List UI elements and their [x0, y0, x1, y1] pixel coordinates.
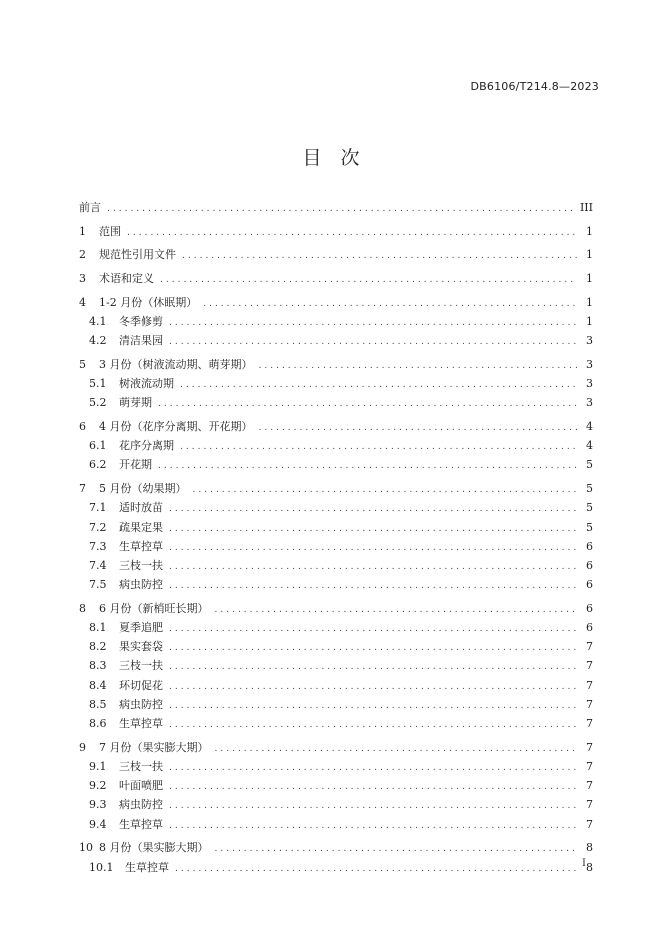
toc-page-number: 7 [586, 640, 593, 654]
toc-subentry [79, 394, 593, 413]
toc-page-number: 7 [586, 697, 593, 711]
toc-number: 6.1 [89, 439, 107, 453]
toc-number: 7.2 [89, 520, 107, 534]
toc-title: 4 月份（花序分离期、开花期） [99, 420, 253, 434]
toc-title: 8 月份（果实膨大期） [99, 841, 209, 855]
toc-entry [79, 223, 593, 242]
toc-leader-dots [169, 334, 577, 351]
toc-leader-dots [180, 439, 577, 456]
toc-number: 3 [79, 272, 86, 286]
toc-leader-dots [127, 225, 577, 242]
toc-page-number: 7 [586, 717, 593, 731]
toc-title: 树液流动期 [119, 377, 174, 391]
toc-entry [79, 480, 593, 499]
toc-title: 果实套袋 [119, 640, 163, 654]
toc-leader-dots [107, 201, 574, 218]
toc-page-number: 7 [586, 779, 593, 793]
toc-title: 清洁果园 [119, 334, 163, 348]
toc-subentry [79, 859, 593, 878]
toc-subentry [79, 456, 593, 475]
toc-leader-dots [215, 841, 578, 858]
toc-page-number: 1 [586, 248, 593, 262]
toc-leader-dots [158, 458, 577, 475]
toc-title: 病虫防控 [119, 697, 163, 711]
toc-title: 生草控草 [119, 717, 163, 731]
toc-page-number: 5 [586, 520, 593, 534]
toc-title: 三枝一扶 [119, 759, 163, 773]
toc-page-number: 7 [586, 740, 593, 754]
toc-subentry [79, 538, 593, 557]
toc-title: 生草控草 [119, 817, 163, 831]
toc-subentry [79, 437, 593, 456]
toc-leader-dots [182, 248, 577, 265]
toc-subentry [79, 375, 593, 394]
toc-page-number: 3 [586, 377, 593, 391]
toc-page-number: 7 [586, 678, 593, 692]
toc-title: 6 月份（新梢旺长期） [99, 601, 209, 615]
toc-entry [79, 418, 593, 437]
toc-page-number: 5 [586, 458, 593, 472]
toc-number: 6.2 [89, 458, 107, 472]
toc-subentry [79, 619, 593, 638]
toc-number: 7 [79, 482, 86, 496]
toc-entry [79, 356, 593, 375]
toc-leader-dots [169, 760, 577, 777]
toc-number: 4.2 [89, 334, 107, 348]
toc-leader-dots [169, 818, 577, 835]
toc-entry [79, 739, 593, 758]
toc-number: 7.5 [89, 578, 107, 592]
toc-entry [79, 199, 593, 218]
toc-subentry [79, 499, 593, 518]
toc-number: 10.1 [89, 860, 114, 874]
toc-number: 1 [79, 224, 86, 238]
toc-leader-dots [193, 482, 578, 499]
toc-title: 5 月份（幼果期） [99, 482, 187, 496]
toc-leader-dots [169, 501, 577, 518]
toc-number: 9 [79, 740, 86, 754]
toc-subentry [79, 313, 593, 332]
toc-page-number: 3 [586, 357, 593, 371]
toc-title: 范围 [99, 224, 121, 238]
toc-leader-dots [169, 315, 577, 332]
toc-title: 冬季修剪 [119, 315, 163, 329]
toc-page-number: 1 [586, 295, 593, 309]
toc-page-number: 4 [586, 439, 593, 453]
toc-page-number: 5 [586, 501, 593, 515]
document-code: DB6106/T214.8—2023 [470, 80, 599, 93]
toc-entry [79, 839, 593, 858]
toc-title: 生草控草 [119, 539, 163, 553]
toc-page-number: 4 [586, 420, 593, 434]
toc-leader-dots [169, 698, 577, 715]
toc-number: 8.4 [89, 678, 107, 692]
toc-subentry [79, 576, 593, 595]
toc-leader-dots [169, 798, 577, 815]
toc-subentry [79, 332, 593, 351]
toc-leader-dots [169, 717, 577, 734]
toc-leader-dots [169, 659, 577, 676]
page-title: 目 次 [302, 147, 360, 169]
toc-page-number: 7 [586, 659, 593, 673]
toc-subentry [79, 519, 593, 538]
toc-leader-dots [169, 679, 577, 696]
toc-title: 1-2 月份（休眠期） [99, 295, 198, 309]
toc-number: 9.2 [89, 779, 107, 793]
toc-title: 三枝一扶 [119, 558, 163, 572]
toc-subentry [79, 796, 593, 815]
toc-page-number: 7 [586, 798, 593, 812]
toc-entry [79, 270, 593, 289]
toc-page-number: 6 [586, 578, 593, 592]
toc-page-number: 7 [586, 759, 593, 773]
toc-leader-dots [175, 861, 577, 878]
toc-title: 病虫防控 [119, 578, 163, 592]
table-of-contents [79, 199, 593, 878]
toc-page-number: III [579, 201, 593, 214]
toc-subentry [79, 816, 593, 835]
toc-page-number: 1 [586, 224, 593, 238]
toc-title: 生草控草 [125, 860, 169, 874]
toc-leader-dots [169, 640, 577, 657]
toc-leader-dots [203, 296, 577, 313]
toc-number: 6 [79, 420, 86, 434]
toc-subentry [79, 657, 593, 676]
toc-leader-dots [215, 602, 578, 619]
toc-number: 5 [79, 357, 86, 371]
toc-page-number: 1 [586, 315, 593, 329]
toc-number: 9.3 [89, 798, 107, 812]
toc-leader-dots [259, 358, 578, 375]
toc-title: 花序分离期 [119, 439, 174, 453]
toc-subentry [79, 758, 593, 777]
toc-subentry [79, 677, 593, 696]
toc-number: 10 [79, 841, 93, 855]
toc-subentry [79, 557, 593, 576]
toc-number: 8.6 [89, 717, 107, 731]
toc-page-number: 6 [586, 601, 593, 615]
toc-leader-dots [169, 559, 577, 576]
toc-number: 4 [79, 295, 86, 309]
toc-title: 适时放苗 [119, 501, 163, 515]
toc-number: 7.4 [89, 558, 107, 572]
toc-number: 7.1 [89, 501, 107, 515]
toc-title: 3 月份（树液流动期、萌芽期） [99, 357, 253, 371]
toc-subentry [79, 696, 593, 715]
toc-title: 前言 [79, 201, 101, 214]
page-number: I [582, 858, 586, 869]
toc-leader-dots [169, 521, 577, 538]
toc-title: 疏果定果 [119, 520, 163, 534]
toc-number: 8.1 [89, 621, 107, 635]
toc-leader-dots [160, 272, 577, 289]
toc-leader-dots [169, 621, 577, 638]
toc-page-number: 8 [586, 841, 593, 855]
toc-number: 2 [79, 248, 86, 262]
toc-entry [79, 600, 593, 619]
toc-subentry [79, 777, 593, 796]
toc-title: 萌芽期 [119, 396, 152, 410]
toc-number: 4.1 [89, 315, 107, 329]
toc-leader-dots [215, 741, 578, 758]
toc-title: 规范性引用文件 [99, 248, 176, 262]
toc-title: 叶面喷肥 [119, 779, 163, 793]
toc-number: 8 [79, 601, 86, 615]
toc-page-number: 1 [586, 272, 593, 286]
toc-title: 开花期 [119, 458, 152, 472]
toc-page-number: 3 [586, 334, 593, 348]
toc-page-number: 6 [586, 539, 593, 553]
toc-page-number: 6 [586, 621, 593, 635]
toc-leader-dots [169, 540, 577, 557]
toc-page-number: 8 [586, 860, 593, 874]
toc-number: 8.2 [89, 640, 107, 654]
toc-title: 环切促花 [119, 678, 163, 692]
toc-number: 5.2 [89, 396, 107, 410]
toc-page-number: 6 [586, 558, 593, 572]
toc-leader-dots [180, 377, 577, 394]
toc-number: 9.4 [89, 817, 107, 831]
toc-number: 5.1 [89, 377, 107, 391]
toc-leader-dots [169, 578, 577, 595]
toc-title: 夏季追肥 [119, 621, 163, 635]
toc-number: 8.5 [89, 697, 107, 711]
toc-number: 7.3 [89, 539, 107, 553]
toc-page-number: 3 [586, 396, 593, 410]
toc-title: 三枝一扶 [119, 659, 163, 673]
toc-entry [79, 246, 593, 265]
toc-leader-dots [259, 420, 578, 437]
toc-number: 9.1 [89, 759, 107, 773]
toc-entry [79, 294, 593, 313]
toc-subentry [79, 715, 593, 734]
toc-leader-dots [158, 396, 577, 413]
toc-title: 病虫防控 [119, 798, 163, 812]
toc-number: 8.3 [89, 659, 107, 673]
toc-subentry [79, 638, 593, 657]
toc-title: 术语和定义 [99, 272, 154, 286]
toc-page-number: 7 [586, 817, 593, 831]
toc-page-number: 5 [586, 482, 593, 496]
toc-leader-dots [169, 779, 577, 796]
toc-title: 7 月份（果实膨大期） [99, 740, 209, 754]
